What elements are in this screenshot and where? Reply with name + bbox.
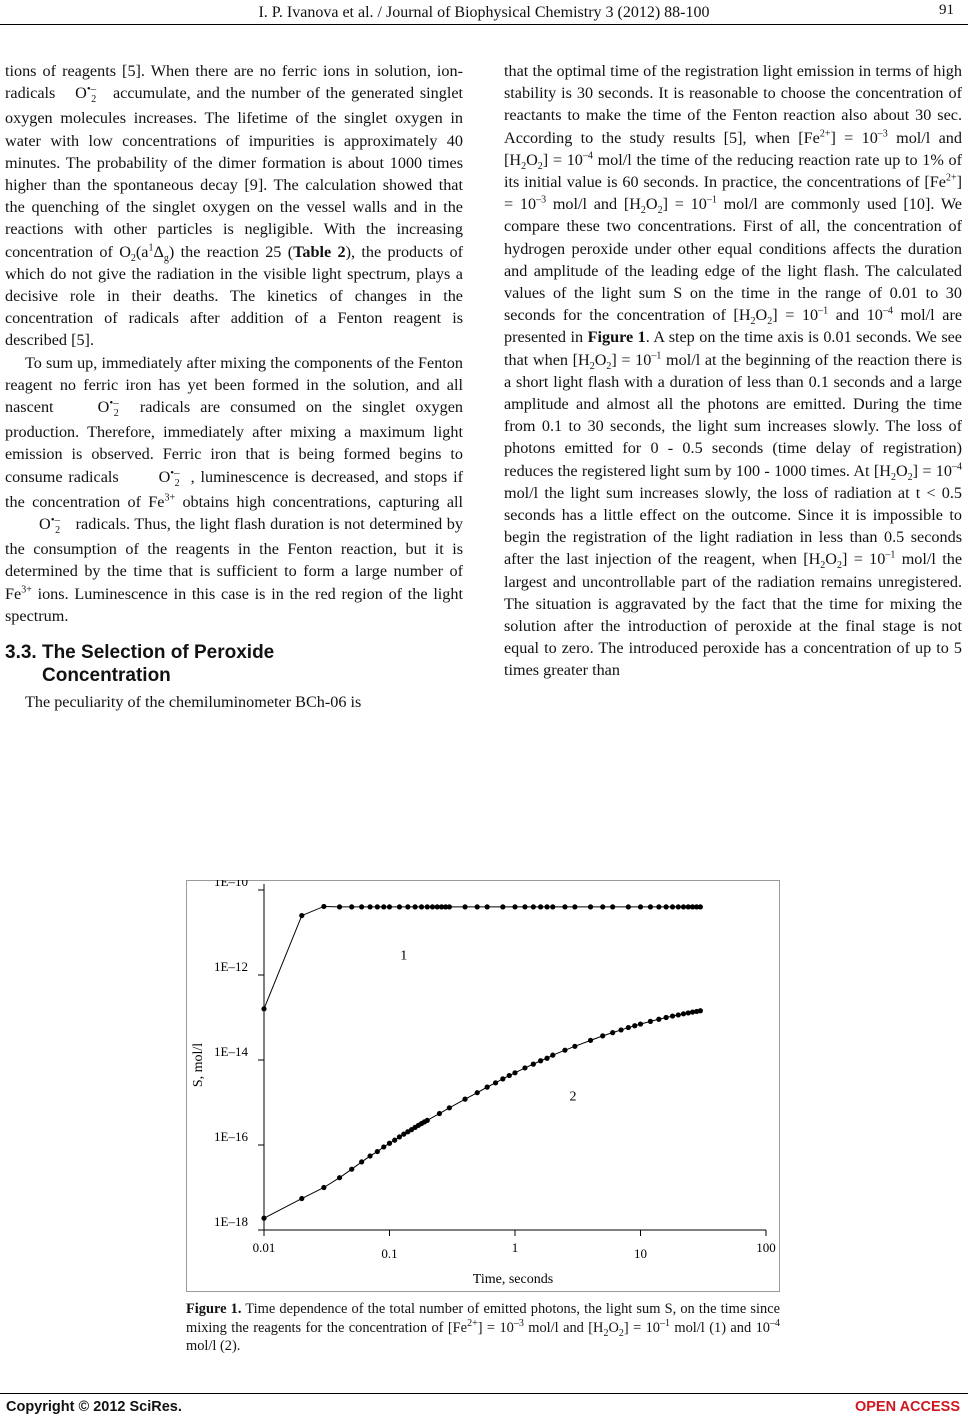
header-rule <box>0 24 968 25</box>
series-1-point <box>648 904 653 909</box>
x-tick-label: 100 <box>756 1240 776 1255</box>
figure-1-ref: Figure 1 <box>587 328 646 347</box>
series-1-point <box>425 904 430 909</box>
series-2-point <box>437 1111 442 1116</box>
series-2-point <box>367 1153 372 1158</box>
running-head: I. P. Ivanova et al. / Journal of Biophysical Chemistry 3 (2012) 88-100 <box>258 4 710 21</box>
figure-1 <box>186 880 780 1292</box>
open-access-badge: OPEN ACCESS <box>854 1399 960 1415</box>
series-2-point <box>572 1044 577 1049</box>
series-1-point <box>562 904 567 909</box>
series-1-point <box>676 904 681 909</box>
series-1-point <box>531 904 536 909</box>
table-2-ref: Table 2 <box>293 242 346 261</box>
superoxide-radical: $O^{•-}_2$ <box>75 83 97 106</box>
series-2-point <box>475 1090 480 1095</box>
series-2-point <box>392 1138 397 1143</box>
x-tick-label: 1 <box>511 1240 519 1255</box>
series-2-point <box>670 1013 675 1018</box>
curve-label: 2 <box>569 1089 577 1105</box>
series-1-point <box>512 904 517 909</box>
x-tick-label: 0.01 <box>252 1240 276 1255</box>
series-2-point <box>626 1025 631 1030</box>
series-2-point <box>544 1056 549 1061</box>
copyright: Copyright © 2012 SciRes. <box>6 1399 182 1415</box>
superoxide-radical: $O^{•-}_2$ <box>39 514 61 537</box>
paragraph-1: tions of reagents [5]. When there are no ferric ions in solution, ion-radicals $O^{•-}_2$ accumulate, and the number of the generated singlet oxygen molecules increases. The lifetime of the singlet oxygen in water with low concentrations of impurities is approximately 40 minutes. The probability of the dimer formation is about 1000 times higher than the spontaneous decay [9]. The calculation showed that the quenching of the singlet oxygen on the vessel walls and in the reactions with other particles is negligible. With the increasing concentration of $O_2(a^1\Delta_g)$ the reaction 25 (Table 2), the products of which do not give the radiation in the visible light spectrum, plays a decisive role in their deaths. The kinetics of changes in the concentration of radicals after addition of a Fenton reagent is described [5]. <box>5 62 464 350</box>
series-1-point <box>337 904 342 909</box>
series-2-point <box>447 1105 452 1110</box>
series-2-point <box>648 1019 653 1024</box>
series-1-point <box>538 904 543 909</box>
series-1-point <box>670 904 675 909</box>
x-tick-label: 10 <box>634 1246 647 1261</box>
series-2-point <box>538 1058 543 1063</box>
series-2-point <box>507 1073 512 1078</box>
superoxide-radical: $O^{•-}_2$ <box>158 466 180 489</box>
series-2-point <box>600 1033 605 1038</box>
series-2-point <box>531 1062 536 1067</box>
y-tick-label: 1E–12 <box>214 959 248 974</box>
series-2-point <box>359 1159 364 1164</box>
series-1-point <box>405 904 410 909</box>
paragraph-2: To sum up, immediately after mixing the components of the Fenton reagent no ferric iron has yet been formed in the solution, and all nascent $O^{•-}_2$ radicals are consumed on the singlet oxygen production. Therefore, immediately after mixing a maximum light emission is observed. Ferric iron that is being formed begins to consume radicals $O^{•-}_2$ , luminescence is decreased, and stops if the concentration of $Fe^{3+}$ obtains high concentrations, capturing all $O^{•-}_2$ radicals. Thus, the light flash duration is not determined by the consumption of the reagents in the Fenton reaction, but it is determined by the time that is sufficient to form a large number of $Fe^{3+}$ ions. Luminescence in this case is in the red region of the light spectrum. <box>5 353 464 625</box>
series-2-point <box>522 1065 527 1070</box>
series-2-point <box>462 1097 467 1102</box>
series-1-point <box>367 904 372 909</box>
series-1-point <box>462 904 467 909</box>
series-1-point <box>656 904 661 909</box>
series-1-point <box>349 904 354 909</box>
page-number: 91 <box>939 2 954 18</box>
series-2-point <box>387 1141 392 1146</box>
right-column <box>504 60 962 682</box>
series-2-point <box>681 1011 686 1016</box>
series-1-point <box>610 904 615 909</box>
series-2-point <box>664 1015 669 1020</box>
figure-caption: Figure 1. Time dependence of the total number of emitted photons, the light sum S, on the time since mixing the reagents for the concentration of $[Fe^{2+}] = 10^{-3}$ mol/l and $[H_2O_2] = 10^{-1}$ mol/l (1) and $10^{-4}$ mol/l (2). <box>186 1301 781 1354</box>
series-1-point <box>381 904 386 909</box>
series-2-point <box>698 1008 703 1013</box>
series-1-point <box>475 904 480 909</box>
series-1-point <box>321 904 326 909</box>
series-2-point <box>261 1216 266 1221</box>
x-axis-label: Time, seconds <box>472 1272 554 1287</box>
series-2-point <box>618 1027 623 1032</box>
series-2-point <box>349 1167 354 1172</box>
series-2-point <box>485 1085 490 1090</box>
series-1-point <box>664 904 669 909</box>
series-1-point <box>261 1006 266 1011</box>
series-2-point <box>381 1144 386 1149</box>
series-1-point <box>550 904 555 909</box>
series-1-point <box>588 904 593 909</box>
paragraph-4: that the optimal time of the registration light emission in terms of high stability is 30 seconds. It is reasonable to choose the concentration of reactants to make the time of the Fenton reaction also about 30 sec. According to the study results [5], when $[Fe^{2+}] = 10^{-3}$ mol/l and $[H_2O_2] = 10^{-4}$ mol/l the time of the reducing reaction rate up to 1% of its initial value is 60 seconds. In practice, the concentrations of $[Fe^{2+}] = 10^{-3}$ mol/l and $[H_2O_2] = 10^{-1}$ mol/l are commonly used [10]. We compare these two concentrations. First of all, the concentration of hydrogen peroxide under other equal conditions affects the duration and amplitude of the leading edge of the light flash. The calculated values of the light sum S on the time in the range of 0.01 to 30 seconds for the concentration of $[H_2O_2] = 10^{-1}$ and $10^{-4}$ mol/l are presented in Figure 1. A step on the time axis is 0.01 seconds. We see that when $[H_2O_2] = 10^{-1}$ mol/l at the beginning of the reaction there is a short light flash with a duration of less than 0.1 seconds and a large amplitude and almost all the photons are emitted. During the time from 0.1 to 30 seconds, the light sum increases slowly. The loss of photons emitted for 0 - 0.5 seconds (time delay of registration) reduces the registered light sum by 100 - 1000 times. At $[H_2O_2] = 10^{-4}$ mol/l the light sum increases slowly, the loss of radiation at t < 0.5 seconds has a little effect on the outcome. Since it is impossible to begin the registration of the light radiation in less than 0.5 seconds after the last injection of the reagent, when $[H_2O_2] = 10^{-1}$ mol/l the largest and uncontrollable part of the radiation remains unregistered. The situation is aggravated by the fact that the time for mixing the solution after the introduction of peroxide at the final stage is not equal to zero. The introduced peroxide has a concentration of up to 5 times greater than <box>504 62 963 680</box>
series-2-point <box>632 1023 637 1028</box>
series-2-point <box>493 1080 498 1085</box>
curve-label: 1 <box>400 948 408 964</box>
y-tick-label: 1E–16 <box>214 1129 248 1144</box>
paragraph-3: The peculiarity of the chemiluminometer BCh-06 is <box>25 693 362 712</box>
series-2-point <box>562 1048 567 1053</box>
series-1-point <box>485 904 490 909</box>
series-2-point <box>638 1021 643 1026</box>
y-tick-label: 1E–18 <box>214 1214 248 1229</box>
x-tick-label: 0.1 <box>381 1246 398 1261</box>
series-1-point <box>698 904 703 909</box>
series-1-point <box>413 904 418 909</box>
series-1-point <box>522 904 527 909</box>
series-1-point <box>419 904 424 909</box>
series-2-point <box>500 1076 505 1081</box>
series-2-point <box>397 1134 402 1139</box>
superoxide-radical: $O^{•-}_2$ <box>97 397 119 420</box>
series-1-point <box>387 904 392 909</box>
left-column <box>5 60 463 713</box>
series-1-point <box>299 913 304 918</box>
series-2-point <box>588 1038 593 1043</box>
series-1-point <box>430 904 435 909</box>
series-2-point <box>610 1030 615 1035</box>
series-2-point <box>299 1196 304 1201</box>
series-1-point <box>500 904 505 909</box>
series-1-point <box>600 904 605 909</box>
series-2-point <box>375 1149 380 1154</box>
series-1-point <box>544 904 549 909</box>
series-1-point <box>681 904 686 909</box>
y-tick-label: 1E–14 <box>214 1044 248 1059</box>
series-2-point <box>656 1017 661 1022</box>
series-2-point <box>686 1010 691 1015</box>
series-1-point <box>447 904 452 909</box>
footer-rule <box>0 1393 968 1394</box>
y-tick-label: 1E–10 <box>214 880 248 889</box>
section-heading: 3.3. The Selection of Peroxide Concentration <box>5 642 275 687</box>
series-2-point <box>321 1185 326 1190</box>
series-1-point <box>626 904 631 909</box>
series-1-point <box>397 904 402 909</box>
light-sum-chart <box>186 880 780 1292</box>
series-2-point <box>676 1012 681 1017</box>
series-1-point <box>375 904 380 909</box>
series-2-point <box>550 1053 555 1058</box>
series-1-point <box>638 904 643 909</box>
series-1-point <box>572 904 577 909</box>
y-axis-label: S, mol/l <box>191 1042 206 1088</box>
series-2-point <box>512 1070 517 1075</box>
series-1-point <box>359 904 364 909</box>
series-2-point <box>425 1118 430 1123</box>
series-2-point <box>337 1175 342 1180</box>
